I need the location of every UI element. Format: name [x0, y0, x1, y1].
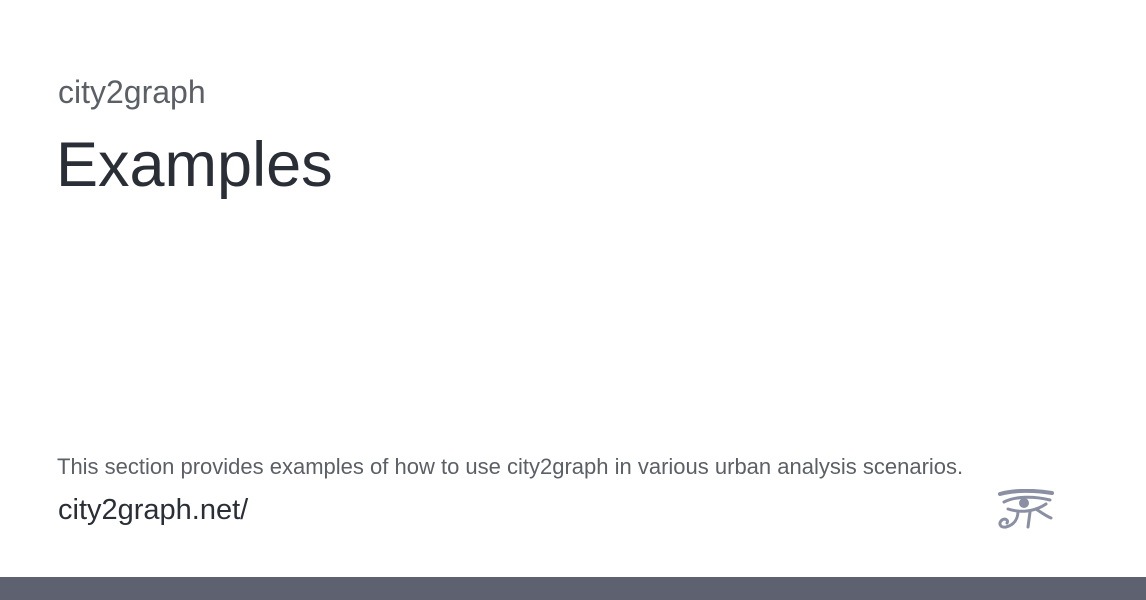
site-name: city2graph [58, 74, 206, 110]
site-url: city2graph.net/ [58, 494, 249, 526]
page-title: Examples [56, 130, 333, 200]
footer-bar [0, 577, 1146, 600]
eye-of-horus-icon [996, 489, 1054, 531]
page-description: This section provides examples of how to use city2graph in various urban analysis scenarios. [57, 454, 964, 479]
